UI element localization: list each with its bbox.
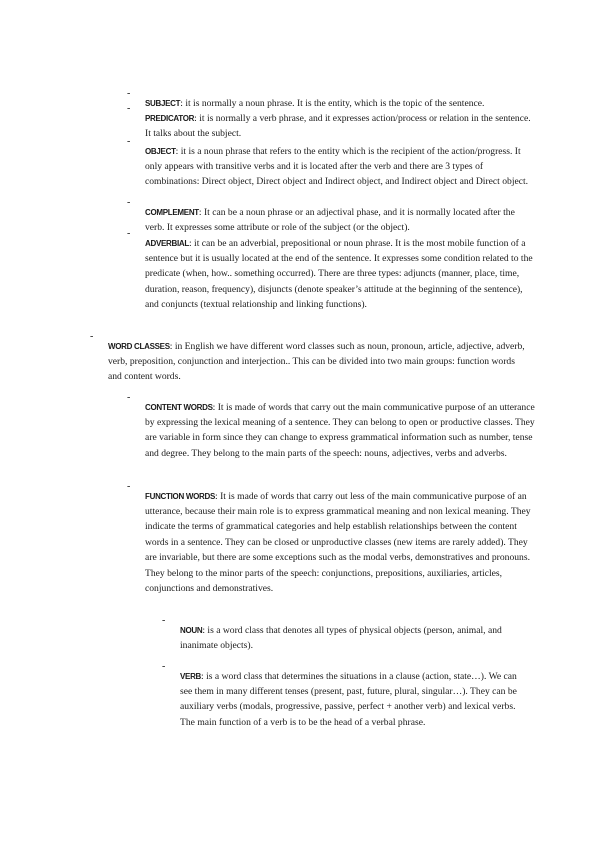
- bullet-item-noun: [162, 613, 530, 663]
- definition-text: : is a word class that determines the situations in a clause (action, state…). We can see them in many different tenses (present, past, future, plural, singular…). They can be auxiliary verbs (modals, progressive, passive, perfect + another verb) and lexical verbs. The main function of a verb is to be the head of a verbal phrase.: [180, 670, 517, 728]
- dash-marker: -: [127, 392, 131, 403]
- dash-marker: -: [127, 197, 131, 208]
- definition-text: : it is a noun phrase that refers to the entity which is the recipient of the action/progress. It only appears with transitive verbs and it is located after the verb and there are 3 types of combinations: Direct object, Direct object and Indirect object, and Indirect object and Direct object.: [145, 145, 529, 188]
- term-label: WORD CLASSES: [108, 341, 170, 351]
- definition-text: : It is made of words that carry out the main communicative purpose of an utterance by expressing the lexical meaning of a sentence. They can belong to open or productive classes. They are variable in form since they can change to express grammatical information such as number, tense and degree. They belong to the main parts of the speech: nouns, adjectives, verbs and adverbs.: [145, 401, 535, 459]
- term-label: CONTENT WORDS: [145, 402, 213, 412]
- term-label: VERB: [180, 671, 202, 681]
- definition-text: : it is normally a noun phrase. It is the entity, which is the topic of the sentence.: [180, 97, 485, 109]
- bullet-item-function-words: [127, 479, 535, 606]
- term-label: OBJECT: [145, 146, 176, 156]
- dash-marker: -: [162, 661, 166, 672]
- term-label: ADVERBIAL: [145, 238, 189, 248]
- definition-text: : it is normally a verb phrase, and it expresses action/process or relation in the sentence. It talks about the subject.: [145, 112, 531, 139]
- term-label: FUNCTION WORDS: [145, 491, 216, 501]
- bullet-item-adverbial: [127, 226, 535, 322]
- dash-marker: -: [127, 228, 131, 239]
- bullet-item-content-words: [127, 390, 535, 471]
- definition-text: : is a word class that denotes all types of physical objects (person, animal, and inanimate objects).: [180, 624, 502, 651]
- definition-text: : It can be a noun phrase or an adjectival phase, and it is normally located after the verb. It expresses some attribute or role of the subject (or the object).: [145, 206, 515, 233]
- bullet-item-word-classes: [90, 329, 528, 394]
- bullet-item-verb: [162, 659, 520, 740]
- dash-marker: -: [162, 615, 166, 626]
- term-label: NOUN: [180, 625, 203, 635]
- dash-marker: -: [127, 136, 131, 147]
- bullet-item-object: [127, 134, 535, 199]
- definition-text: : in English we have different word classes such as noun, pronoun, article, adjective, adverb, verb, preposition, conjunction and interjection.. This can be divided into two main groups: function words and content words.: [108, 340, 525, 383]
- definition-text: : it can be an adverbial, prepositional or noun phrase. It is the most mobile function of a sentence but it is usually located at the end of the sentence. It expresses some condition related to the predicate (when, how.. something occurred). There are three types: adjuncts (manner, place, time, duration, reason, frequency), disjuncts (denote speaker’s attitude at the beginning of the sentence), and conjuncts (textual relationship and linking functions).: [145, 237, 533, 311]
- term-label: COMPLEMENT: [145, 207, 199, 217]
- term-label: SUBJECT: [145, 98, 181, 108]
- definition-text: : It is made of words that carry out less of the main communicative purpose of an utterance, because their main role is to express grammatical meaning and non lexical meaning. They indicate the terms of grammatical categories and help establish relationships between the content words in a sentence. They can be closed or unproductive classes (new items are rarely added). They are invariable, but there are some exceptions such as the modal verbs, demonstratives and pronouns. They belong to the minor parts of the speech: conjunctions, prepositions, auxiliaries, articles, conjunctions and demonstratives.: [145, 490, 531, 595]
- dash-marker: -: [90, 331, 94, 342]
- dash-marker: -: [127, 103, 131, 114]
- dash-marker: -: [127, 481, 131, 492]
- term-label: PREDICATOR: [145, 113, 195, 123]
- dash-marker: -: [127, 88, 131, 99]
